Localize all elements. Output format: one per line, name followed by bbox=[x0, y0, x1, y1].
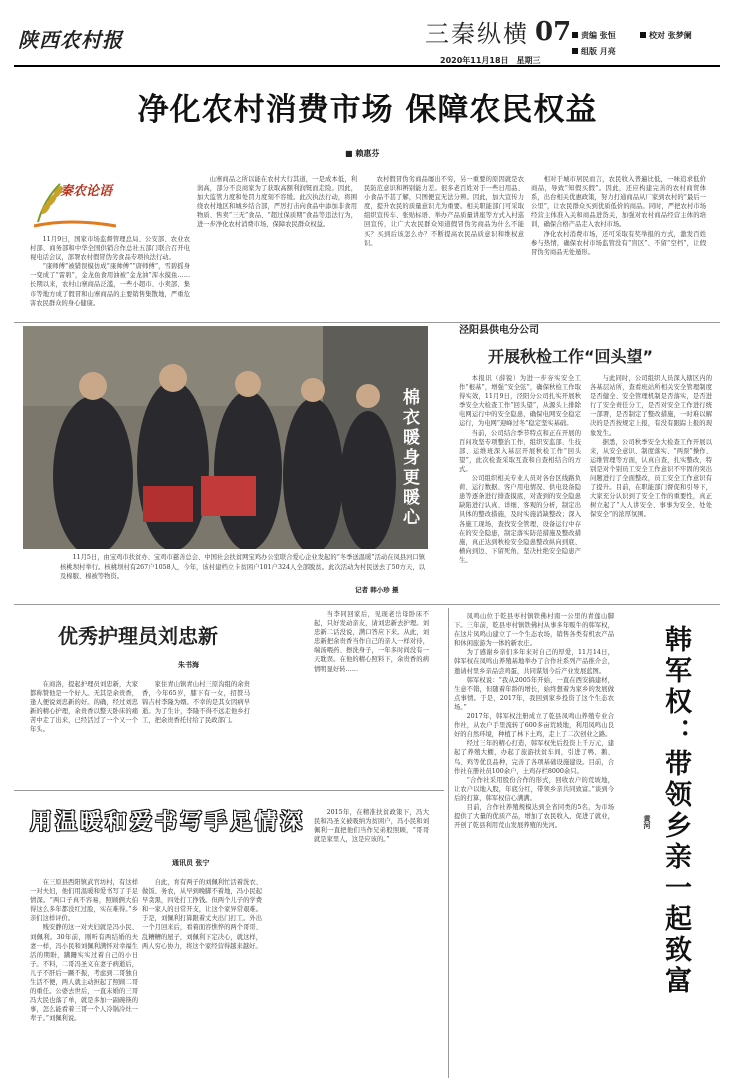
editorial-paragraph: 农村假冒伪劣商品屡出不穷，另一重要的原因就是农民防范意识和辨别能力差。很多老百姓对于一些日用品、小食品不甚了解，只图便宜无法分辨。因此，加大宣传力度，提升农民的质量意识尤为重要。相关职能部门可采取组织宣传车、张贴标语、举办产品质量讲座等方式入村巡回宣传，让广大农民群众知道假冒伪劣商品为什么不能买？买到后该怎么办？不断提高农民品质意识和维权意识。 bbox=[364, 176, 524, 247]
editorial-paragraph: 净化农村消费市场，还可采取有奖举报的方式，激发百姓参与热情，确保农村市场监管没有“盲区”、不留“空档”，让假冒伪劣商品无处遁形。 bbox=[531, 230, 706, 256]
column-divider bbox=[448, 608, 449, 1078]
credit-editor: 责编 张恒 bbox=[572, 30, 616, 41]
credit-proof: 校对 张梦阑 bbox=[640, 30, 692, 41]
editorial-col-4 bbox=[531, 175, 706, 320]
hanjunquan-col-1 bbox=[454, 612, 614, 1082]
square-bullet-icon bbox=[572, 48, 578, 54]
hanjunquan-paragraph: 目前，合作社养殖规模达到全省同类的5名，为市场提供了大量的优质产品，增加了农民收入，促进了就业，开创了乾县利用荒山发展养殖的先河。 bbox=[454, 803, 614, 830]
aishu-paragraph: 贱安静的这一对夫妇就是冯小民、刘佩利。30年前，刚听有两结婚的夫妻一样，冯小民和刘佩利满怀对幸福生活的期盼，蹒跚实实过着自己的小日子。不料，二哥冯圣义在妻子病逝后，儿子不肝后一蹶不振，考虑到二哥独自生活不便，两人就主动担起了照顾二哥的重任。公婆去世后，一直未婚的三哥冯大民也落了单，就是多加一副碗筷的事，怎么能看着三哥一个人冷锅冷灶一辈子。”刘佩利说。 bbox=[30, 924, 138, 1023]
section-divider bbox=[14, 790, 444, 791]
hanjunquan-author: 黄河 bbox=[643, 815, 652, 829]
liuzhongxin-paragraph: 当李同回家后，见现老岳母卧床不起，只好发动亲友，请刘忠新去护理。刘忠新二话没说，满口答应下来。从此，刘忠新把余贵香当作自己的亲人一样对待，端汤喂药、擦洗身子，一年多时间没有一天耽误。在他的精心照料下，余贵香的病情明显好转…… bbox=[314, 611, 429, 673]
square-bullet-icon bbox=[640, 32, 646, 38]
hanjunquan-paragraph: 凤鸣山位于乾县枣村镇铁佛村南一公里的青莲山脚下。三年前，乾县枣村镇铁佛村从事多年贩牛的韩军权，在这片凤鸣山建立了一个生态农场，销售各类有机农产品和休闲旅游为一体的新农庄。 bbox=[454, 613, 614, 648]
editorial-col-2 bbox=[197, 175, 357, 320]
hanjunquan-title: 韩军权：带领乡亲一起致富 bbox=[660, 625, 691, 997]
editorial-paragraph: “康师傅”被错误模仿成“康帅傅”“唐师傅”，雪碧摇身一变成了“雷碧”，金龙鱼食用油被“金龙油”浑水摸鱼……长期以来，农村山寨商品泛滥，一些小超市、小卖部、集市等地方成了假冒和山寨商品的主要销售集散地，严重危害农民群众的身心健康。 bbox=[30, 263, 190, 307]
editorial-paragraph: 山寨商品之所以能在农村大行其道，一是成本低，利润高，部分不良商家为了获取高额利润铤而走险。因此，加大监管力度和处罚力度刻不容缓。此次执法行动，将围绕农村地区和城乡结合部，严厉打击向食品中添加非食用物质、售卖“三无”食品、“超过保质期”食品等违法行为，进一步净化农村消费市场，保障农民群众权益。 bbox=[197, 176, 357, 229]
credit-layout: 组版 月亮 bbox=[572, 46, 616, 57]
square-bullet-icon bbox=[572, 32, 578, 38]
liuzhongxin-col-2 bbox=[142, 680, 250, 780]
section-name: 三秦纵横 bbox=[425, 20, 529, 48]
paper-logo: 陕西农村报 bbox=[18, 28, 123, 52]
jingyang-kicker: 泾阳县供电分公司 bbox=[459, 325, 539, 336]
liuzhongxin-col-1 bbox=[30, 680, 138, 780]
section-divider bbox=[14, 604, 720, 605]
liuzhongxin-title: 优秀护理员刘忠新 bbox=[58, 624, 218, 648]
aishu-col-2 bbox=[142, 878, 262, 1078]
editorial-col-3 bbox=[364, 175, 524, 320]
wheat-icon bbox=[30, 170, 120, 230]
liuzhongxin-col-3 bbox=[314, 610, 429, 780]
jingyang-paragraph: 据悉，公司秋季安全大检查工作开展以来，从安全意识、制度落实、“两票”操作、运维管理等方面，认真自查，扎实整改，特别是对个别员工安全工作意识不牢固的突出问题进行了全面整改，员工安全工作意识有了提升。目前，在职能部门督促和引导下，大家充分认识到了安全工作的重要性，真正树立起了“人人讲安全、事事为安全、处处保安全”的浓厚氛围。 bbox=[590, 438, 712, 519]
liuzhongxin-author: 朱书海 bbox=[178, 660, 199, 669]
editorial-col-1 bbox=[30, 235, 190, 320]
page-number: 07 bbox=[535, 17, 572, 47]
jingyang-paragraph: 公司组织相关专业人员对各台区线路负荷、运行数据、客户用电情况、供电设备隐患等逐条进行排查摸底，对查到的安全隐患缺陷进行认真、详细、客观的分析，制定出具体的整改措施，及时实施消缺整改；深入各施工现场，查找安全管理、设备运行中存在的安全隐患，制定落实防范措施及整改措施，真正达到秋检安全隐患整改纵向到底、横向到边、下留死角，坚决杜绝安全隐患产生。 bbox=[459, 475, 581, 564]
liuzhongxin-paragraph: 家住青山镇青山村三原沟组的余贵香，今年65岁，膝下有一女，招赘马锦吉村李隆为婿。不幸的是其女因病早逝。为了生计，李隆不得不远走他乡打工，把余贵香托付给了民政部门。 bbox=[142, 681, 250, 725]
hanjunquan-paragraph: 韩军权说：“我从2005年开始，一直在西安搞建材，生意不错，但随着年龄的增长，始终想着为家乡的发展做点事情。于是，2017年，我回到家乡投资了这个生态农场。” bbox=[454, 676, 614, 711]
photo-credit: 记者 韩小珍 摄 bbox=[355, 586, 399, 594]
caption-text: 11月5日，由宝鸡市扶贫办、宝鸡市慈善总会、中国社会扶贫网宝鸡办公室联合爱心企业发起的“冬季送温暖”活动在凤县河口镇核桃坝村举行。核桃坝村有267户1058人，今年，该村建档立卡贫困户101户324人全部脱贫。此次活动为村民送去了50方天，以及棉服、棉被等物资。 bbox=[60, 554, 425, 581]
masthead-rule bbox=[14, 65, 720, 67]
aishu-col-1 bbox=[30, 878, 138, 1078]
section-divider bbox=[14, 322, 720, 323]
jingyang-paragraph: 与此同时，公司组织人员深入辖区内的各基层站所，查看班站所相关安全管理制度是否健全、安全管理机制是否落实，是否进行了安全责任分工，是否对安全工作进行统一部署，是否制定了整改措施，一时难以解决的是否按规定上报，有没有跟踪上报的现象发生。 bbox=[590, 375, 712, 437]
hanjunquan-paragraph: 为了感谢乡亲们多年来对自己的厚爱，11月14日，韩军权在凤鸣山养殖基地举办了合作社系列产品推介会，邀请村里乡亲品尝鸡蛋，共同谋划今后产业发展蓝图。 bbox=[454, 649, 614, 675]
jingyang-col-2 bbox=[590, 374, 712, 594]
editorial-paragraph: 11月9日，国家市场监督管理总局、公安部、农业农村部、商务部和中华全国供销合作总社五部门联合召开电视电话会议，部署农村假冒伪劣食品专项执法行动。 bbox=[30, 236, 190, 262]
photo-image bbox=[23, 326, 428, 549]
hanjunquan-paragraph: 2017年，韩军权注册成立了乾县凤鸣山养殖专业合作社，从农户手里流转了600多亩荒坡地，利用凤鸣山良好的自然环境，种植了林下土鸡，走上了二次创业之路。 bbox=[454, 713, 614, 739]
aishu-col-3 bbox=[314, 808, 429, 1078]
photo-vertical-title: 棉衣暖身更暖心 bbox=[399, 388, 419, 528]
jingyang-paragraph: 当前，公司结合季节特点和正在开展的百问攻坚专项整治工作，组织安监部、生技部、运维班深入基层开展秋检工作“回头望”，此次检查采取互查和自查相结合的方式。 bbox=[459, 429, 581, 473]
aishu-title: 用温暖和爱书写手足情深 bbox=[30, 809, 306, 835]
aishu-paragraph: 自此，育有两子的刘佩利忙活着洗衣、做饭、务农，从早到晚脚不着地，冯小民起早贪黑，四处打工挣钱。但两个儿子的学费和一家人的日常开支，让这个家异常艰难。于是，刘佩利打算跟着丈夫出门打工。外出一个月回来后，看着面容憔悴的两个哥哥、乱糟糟的屋子，刘佩利下定决心，就这样，两人穷心协力，将这个家经营得越来越好。 bbox=[142, 879, 262, 950]
date-line: 2020年11月18日 星期三 bbox=[440, 56, 541, 65]
liuzhongxin-paragraph: 在商洛，提起护理员刘忠新，大家都称赞他是一个好人。无其是余贵香，逢人便说刘忠新的好。的确，经过刘忠新的精心护理，余贵香以整天卧床的痛苦中走了出来，已经活过了一个又一个年头。 bbox=[30, 681, 138, 734]
aishu-author: 通讯员 张宁 bbox=[172, 858, 210, 867]
column-logo bbox=[30, 170, 120, 230]
headline-author: ■ 赖惠芬 bbox=[345, 148, 380, 158]
hanjunquan-paragraph: 经过三年的精心打造，韩军权先后投资上千万元，建起了养殖大棚，办起了旅游扶贫车间，引进了鸭、鹅、鸟、鸡等优良品种，完善了各项基础设施建设。目前，合作社在册社员100余户，土鸡存栏8000余只。 bbox=[454, 740, 614, 775]
main-photo bbox=[23, 326, 428, 549]
column-logo-text: 秦农论语 bbox=[60, 184, 113, 199]
aishu-paragraph: 在三原县西阳镇武官坊村，有这样一对夫妇，他们用温暖和爱书写了手足情深。“两口子真不容易，照顾俩大伯得这么多年都没红过脸，实在难得。”乡亲们这样评价。 bbox=[30, 879, 138, 923]
aishu-paragraph: 2015年，在精准扶贫政策下，冯大民和冯圣义被吸纳为贫困户，冯小民和刘佩利一直把他们当作兄弟般照顾，“哥哥就是家里人，这是应该的。” bbox=[314, 809, 429, 844]
hanjunquan-paragraph: “合作社采用股份合作的形式，回收农户的荒坡地，让农户以地入股，年底分红，带领乡亲共同致富。”谈到今后的打算，韩军权信心满满。 bbox=[454, 776, 614, 802]
jingyang-paragraph: 本报讯（薛锐）为进一步夯实安全工作“根基”，增强“安全弦”，确保秋检工作取得实效，11月9日，泾阳分公司扎实开展秋季安全大检查工作“回头望”，从源头上排除电网运行中的安全隐患，确保电网安全稳定运行，为电网“迎峰过冬”稳定坚实基础。 bbox=[459, 375, 581, 428]
jingyang-title: 开展秋检工作“回头望” bbox=[488, 347, 654, 366]
editorial-paragraph: 相对于城市居民而言，农民收入普遍比低，一味追求低价商品，导致“知假买假”。因此，还应构建完善的农村商贸体系，出台相关优惠政策，努力打通商品从厂家到农村的“最后一公里”，让农民群众买到优质低价的商品。同时，严把农村市场经营主体准入关和商品进货关，加强对农村商品经营主体的培训，确保合格产品走入农村市场。 bbox=[531, 176, 706, 229]
main-headline: 净化农村消费市场 保障农民权益 bbox=[137, 92, 598, 128]
jingyang-col-1 bbox=[459, 374, 581, 594]
